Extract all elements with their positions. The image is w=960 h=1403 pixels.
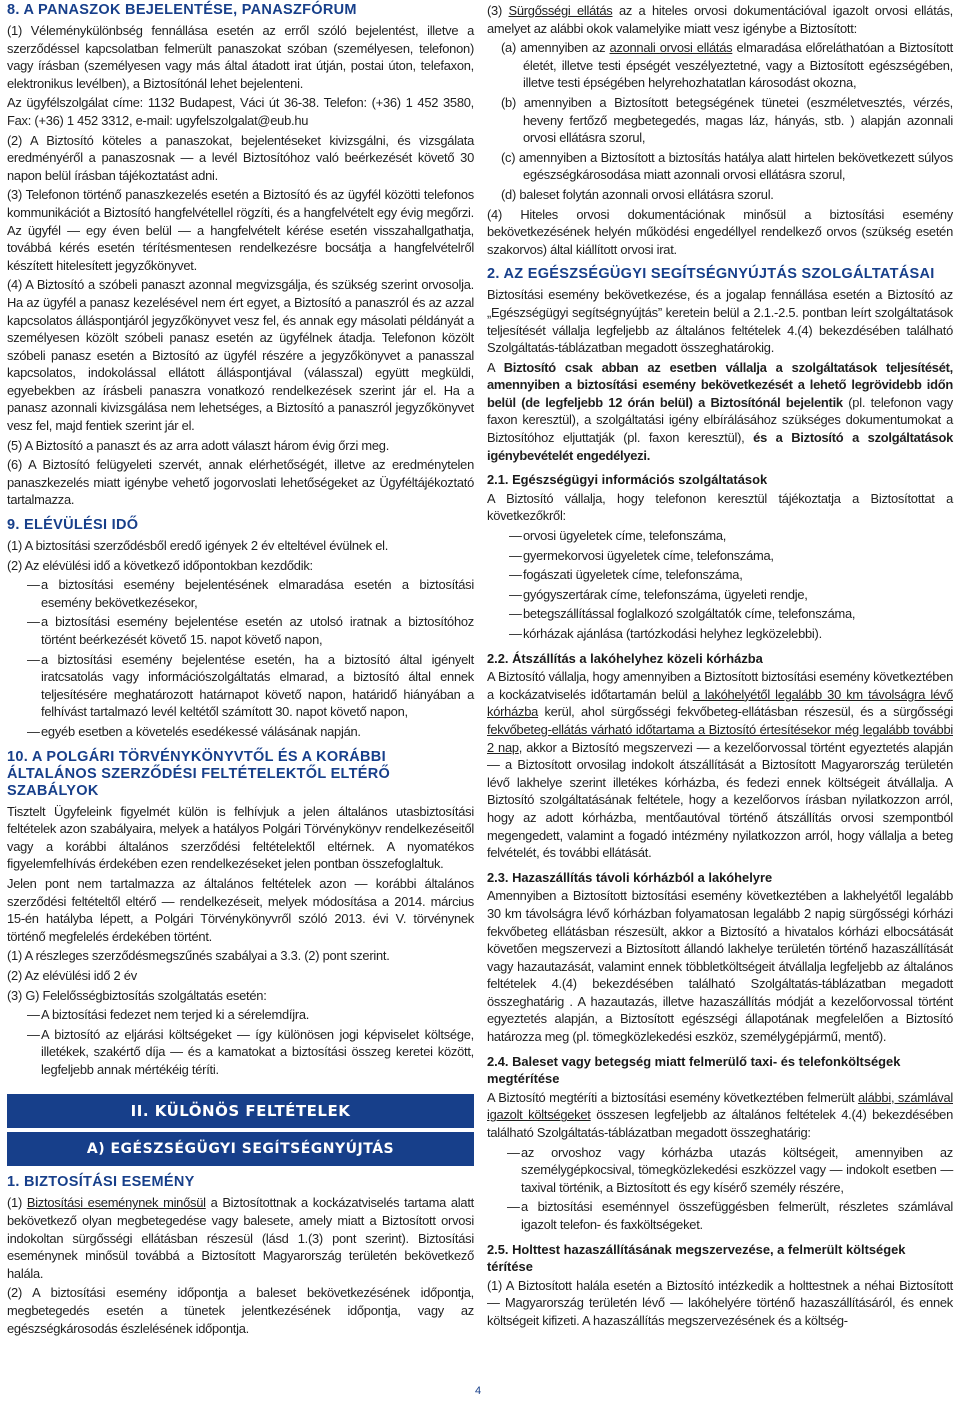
s9-dash-text: egyéb esetben a követelés esedékessé válásának napján.: [41, 723, 361, 739]
s1-p1-rest: a Biztosítottnak a kockázatviselés tartama alatt bekövetkező olyan megbetegedése vagy balesete, amely miatt a Biztosított orvosi indokoltan sürgősségi ellátásban részesül (lásd 1.(3) pont szerint). Biztosítási eseménynek minősül továbbá a Biztosított Magyarország területén bekövetkező halála.: [7, 1195, 475, 1281]
s10-dash-text: A biztosítási fedezet nem terjed ki a sérelemdíjra.: [41, 1007, 310, 1023]
s8-paragraph-1: (1) Véleménykülönbség fennállása esetén az erről szóló bejelentést, illetve a szerződéssel kapcsolatban felmerült panaszokat szóban (személyesen, telefonon) vagy írásban (személyesen vagy más által átadott irat útján, postai úton, telefaxon, elektronikus levélben), a Biztosítónál lehet bejelenteni.: [7, 23, 474, 91]
s9-dash-item: [7, 613, 474, 648]
s21-list-item: [487, 547, 953, 565]
s8-paragraph-3: (3) Telefonon történő panaszkezelés esetén a Biztosító és az ügyfél közötti telefonos kommunikációt a Biztosító hangfelvétellel rögzíti, és a hangfelvételt egy évig megőrzi. Az ügyfél — egy éven belül — a hangfelvételt kérése esetén visszahallgathatja, továbbá kérés esetén térítésmentesen rendelkezésre bocsátja a hangfelvételről készített hitelesített jegyzőkönyvet.: [7, 187, 474, 273]
s22-underlined-1: a lakóhelyétől legalább 30 km távolságra lévő kórházba: [487, 686, 954, 720]
page-number: 4: [475, 1385, 482, 1397]
s1-paragraph-1: [7, 1194, 474, 1282]
s24-dash-text: az orvoshoz vagy kórházba utazás költségeit, amennyiben az személygépkocsival, tömegközlekedési eszközzel vagy — indokolt esetben — taxival történik, a Biztosított és egy kísérő személy részére,: [521, 1144, 953, 1195]
s1-p1-underlined: Biztosítási eseménynek minősül: [26, 1195, 206, 1211]
s22-text-a: A Biztosító vállalja, hogy amennyiben a Biztosított biztosítási esemény következtében a kockázatviselés időtartamán belül: [487, 669, 953, 702]
s10-dash-text: A biztosító az eljárási költségeket — így különösen jogi képviselet költsége, illetékek, szakértő díja — és a kamatokat a biztosítási összeg keretei között, legfeljebb annak mértékéig téríti.: [41, 1026, 474, 1077]
s21-list-item: [487, 625, 953, 643]
s10-paragraph-5: (3) G) Felelősségbiztosítás szolgáltatás esetén:: [7, 987, 267, 1003]
s21-list-item-text: orvosi ügyeletek címe, telefonszáma,: [523, 528, 727, 544]
s1-p1-prefix: (1): [7, 1195, 27, 1211]
s22-text-b: kerül, ahol sürgősségi fekvőbeteg-ellátásban részesül, és a sürgősségi: [538, 704, 953, 720]
section-2-title: 2. AZ EGÉSZSÉGÜGYI SEGÍTSÉGNYÚJTÁS SZOLGÁLTATÁSAI: [487, 266, 935, 283]
r-paragraph-3: [487, 2, 953, 37]
r-paragraph-4: (4) Hiteles orvosi dokumentációnak minősül a biztosítási esemény bekövetkezésének helyén működési engedéllyel rendelkező orvos (szükség esetén szakorvos) által kiállított orvosi irat.: [487, 206, 953, 257]
left-column: [7, 2, 474, 1339]
s21-list-item-text: gyermekorvosi ügyeletek címe, telefonszáma,: [523, 547, 774, 563]
s21-list-item-text: betegszállítással foglalkozó szolgáltatók címe, telefonszáma,: [523, 606, 856, 622]
s24-text-a: A Biztosító megtéríti a biztosítási esemény következtében felmerült: [487, 1089, 859, 1105]
s2-paragraph-2: [487, 359, 953, 465]
s2-p2-bold-2: és a Biztosító a szolgáltatások igénybevételét engedélyezi.: [487, 430, 953, 463]
part-a-banner: A) EGÉSZSÉGÜGYI SEGÍTSÉGNYÚJTÁS: [7, 1132, 474, 1166]
s24-paragraph: [487, 1089, 953, 1142]
s2-p2-middle: (pl. telefonon vagy faxon keresztül), a szolgáltatási igény elbírálásához szükséges dokumentumokat a Biztosítóhoz eljuttatják (pl. faxon keresztül),: [487, 394, 953, 446]
s9-paragraph-2: (2) Az elévülési idő a következő időpontokban kezdődik:: [7, 557, 313, 573]
s10-paragraph-2: Jelen pont nem tartalmazza az általános feltételek azon — korábbi általános szerződési feltételtől eltérő — rendelkezéseit, melyek módosítása a 2014. március 15-én hatályba lépett, a Polgári Törvénykönyvről szóló 2013. évi V. törvénynek történő megfelelés érdekében történt.: [7, 875, 474, 944]
section-1-title: 1. BIZTOSÍTÁSI ESEMÉNY: [7, 1174, 195, 1191]
s9-dash-text: a biztosítási esemény bejelentése esetén, ha a biztosító által igényelt iratcsatolás vagy információszolgáltatás elmarad, a biztosító által ennek teljesítésére meghatározott határnapot követő napon, határidő hiányában a felhívást tartalmazó levél keltétől számított 30. napot követő napon,: [41, 651, 474, 720]
s9-dash-item: [7, 723, 474, 741]
section-8-title: 8. A PANASZOK BEJELENTÉSE, PANASZFÓRUM: [7, 2, 357, 18]
s24-dash-item: [487, 1144, 953, 1197]
s1-paragraph-2: (2) A biztosítási esemény időpontja a baleset bekövetkezésének időpontja, megbetegedés esetén a tünetek jelentkezésének időpontja, vagy az egészségkárosodás észlelésének időpontja.: [7, 1285, 474, 1336]
s21-list-item-text: kórházak ajánlása (tartózkodási helyhez legközelebbi).: [523, 626, 822, 641]
s9-dash-text: a biztosítási esemény bejelentése esetén az utolsó iratnak a biztosítóhoz történt beérkezését követő 15. napot követő napon,: [41, 614, 474, 647]
r-item-a-prefix: (a) amennyiben az: [501, 40, 610, 56]
s2-p2-prefix: A: [487, 359, 504, 375]
r-p3-prefix: (3): [487, 3, 509, 18]
r-item-a-underlined: azonnali orvosi ellátás: [609, 40, 733, 56]
s24-dash-text: a biztosítási eseménnyel összefüggésben felmerült, részletes számlával igazolt telefon- és faxköltségeket.: [521, 1199, 953, 1232]
r-item-a-rest: elmaradása előreláthatóan a Biztosított életét, illetve testi épségét veszélyeztetné, vagy a Biztosított egészségében, illetve testi épségében helyrehozhatatlan károsodást okozna,: [523, 40, 953, 91]
s8-paragraph-5: (5) A Biztosító a panaszt és az arra adott választ három évig őrzi meg.: [7, 437, 390, 453]
s21-list-item-text: gyógyszertárak címe, telefonszáma, ügyeleti rendje,: [523, 586, 808, 602]
s8-paragraph-6: (6) A Biztosító felügyeleti szervét, annak elérhetőségét, illetve az eredménytelen panaszkezelés miatt igénybe vehető jogorvoslati lehetőségeket az Ügyféltájékoztató tartalmazza.: [7, 457, 474, 508]
r-item-a: [487, 39, 953, 92]
r-p3-underlined: Sürgősségi ellátás: [508, 3, 613, 18]
s23-paragraph: Amennyiben a Biztosított biztosítási esemény következtében a lakhelyétől legalább 30 km távolságra lévő kórházban folyamatosan legalább 2 napig sürgősségi kórházi fekvőbeteg ellátásban részesült, akkor a Biztosító a hivatalos kórházi elbocsátását követően megszervezi a Biztosított állandó lakhelye területén történő hazaszállítását vagy hazautazását, valamint ennek többletköltségeit átvállalja legfeljebb az általános feltételek 4.(4) bekezdésében található Szolgáltatás-táblázatban megadott összeghatárig . A hazautazás, illetve hazaszállítás módját a kezelőorvossal történt egyeztetés alapján, a Biztosított egészségi állapotának megfelelően a Biztosító határozza meg (pl. tömegközlekedési eszköz, személygépjármű, mentő).: [487, 888, 953, 1045]
part-ii-banner: II. KÜLÖNÖS FELTÉTELEK: [7, 1094, 474, 1128]
s22-paragraph: [487, 668, 953, 862]
s2-p2-bold-1: Biztosító csak abban az esetben vállalja a szolgáltatások teljesítését, amennyiben a biztosítási esemény bekövetkezését a lehető legrövidebb időn belül (de legfeljebb 12 órán belül) a Biztosítónál bejelentik: [487, 359, 954, 410]
r-p3-rest: az a hiteles orvosi dokumentációval igazolt orvosi ellátás, amelyet az alábbi okok valamelyike miatt vesz igénybe a Biztosított:: [487, 3, 953, 36]
section-10-title: 10. A POLGÁRI TÖRVÉNYKÖNYVTŐL ÉS A KORÁBBI ÁLTALÁNOS SZERZŐDÉSI FELTÉTELEKTŐL ELTÉRŐ SZABÁLYOK: [7, 748, 391, 799]
s24-underlined: alábbi, számlával igazolt költségeket: [487, 1089, 953, 1123]
s10-dash-item: [7, 1026, 474, 1079]
s10-paragraph-4: (2) Az elévülési idő 2 év: [7, 967, 137, 983]
s9-dash-text: a biztosítási esemény bejelentésének elmaradása esetén a biztosítási esemény bekövetkezésekor,: [41, 577, 474, 610]
section-9-title: 9. ELÉVÜLÉSI IDŐ: [7, 517, 139, 534]
s10-dash-item: [7, 1006, 474, 1024]
s24-dash-item: [487, 1198, 953, 1233]
r-item-c: (c) amennyiben a Biztosított a biztosítás hatálya alatt hirtelen bekövetkezett súlyos egészségkárosodása miatt azonnali orvosi ellátásra szorul,: [501, 149, 953, 183]
r-item-d: (d) baleset folytán azonnali orvosi ellátásra szorul.: [501, 186, 774, 202]
s21-list: [487, 527, 953, 643]
s9-paragraph-1: (1) A biztosítási szerződésből eredő igények 2 év elteltével évülnek el.: [7, 538, 389, 554]
section-2-2-title: 2.2. Átszállítás a lakóhelyhez közeli kórházba: [487, 650, 763, 666]
s9-dash-item: [7, 576, 474, 611]
s22-text-c: , akkor a Biztosító megszervezi — a kezelőorvossal történt egyeztetés alapján — a Biztosított orvosilag indokolt átszállítását a Biztosított Magyarország területén lévő lakhelye szerint illetékes kórházba, és fedezi ennek költségeit átvállalja. A Biztosító szolgáltatásának feltétele, hogy a kezelőorvos írásban nyilatkozzon arról, hogy az adott kórházba, mentőautóval történő átszállítás orvosi szempontból megengedett, valamint a fogadó intézmény nyilatkozzon arról, hogy vállalja a beteg felvételét, és további ellátását.: [487, 739, 953, 861]
s21-list-item: [487, 566, 953, 584]
right-column: [487, 2, 953, 1332]
s21-list-item: [487, 586, 953, 604]
s24-text-b: összesen legfeljebb az általános feltételek 4.(4) bekezdésében található Szolgáltatás-táblázatban megadott összeghatárig:: [487, 1107, 953, 1141]
s8-paragraph-4: (4) A Biztosító a szóbeli panaszt azonnal megvizsgálja, és szükség szerint orvosolja. Ha az ügyfél a panasz kezelésével nem ért egyet, a Biztosító a panaszról és az azzal kapcsolatos álláspontjáról jegyzőkönyvet vesz fel, és annak egy másolati példányát a személyesen közölt szóbeli panasz esetén az ügyfélnek átadja. Telefonon közölt szóbeli panasz esetén a Biztosító az ügyfél részére a jegyzőkönyvet a panasszal kapcsolatos, indokolással ellátott álláspontjával (válasszal) együtt megküldi, egyebekben az írásbeli panaszra vonatkozó rendelkezések szerint jár el. Ha a panasz azonnali kivizsgálása nem lehetséges, a Biztosító a panaszról jegyzőkönyvet vesz fel, majd fentiek szerint jár el.: [7, 277, 474, 434]
s22-underlined-2: fekvőbeteg-ellátás várható időtartama a Biztosító értesítésekor még legalább további 2 nap: [487, 721, 953, 755]
section-2-5-title: 2.5. Holttest hazaszállításának megszervezése, a felmerült költségek térítése: [487, 1241, 906, 1275]
s9-dash-item: [7, 651, 474, 721]
s21-list-item: [487, 527, 953, 545]
s21-paragraph: A Biztosító vállalja, hogy telefonon keresztül tájékoztatja a Biztosítottat a következőkről:: [487, 490, 953, 524]
s2-paragraph-1: Biztosítási esemény bekövetkezése, és a jogalap fennállása esetén a Biztosító az „Egészségügyi segítségnyújtás” keretein belül a 2.1.-2.5. pontban leírt szolgáltatások teljesítését vállalja legfeljebb az általános feltételek 4.(4) bekezdésében található Szolgáltatás-táblázatban megadott összeghatárokig.: [487, 287, 953, 356]
section-2-3-title: 2.3. Hazaszállítás távoli kórházból a lakóhelyre: [487, 869, 773, 885]
section-2-1-title: 2.1. Egészségügyi információs szolgáltatások: [487, 472, 768, 488]
section-2-4-title: 2.4. Baleset vagy betegség miatt felmerülő taxi- és telefonköltségek megtérítése: [487, 1053, 901, 1087]
s21-list-item: [487, 605, 953, 623]
s8-address: Az ügyfélszolgálat címe: 1132 Budapest, Váci út 36-38. Telefon: (+36) 1 452 3580, Fax: (+36) 1 452 3312, e-mail: ugyfelszolgalat@eub.hu: [7, 95, 474, 128]
s21-list-item-text: fogászati ügyeletek címe, telefonszáma,: [523, 567, 743, 583]
r-item-b: (b) amennyiben a Biztosított betegségének tünetei (eszméletvesztés, vérzés, heveny fertőző megbetegedés, magas láz, hányás, stb. ) alapján azonnali orvosi ellátásra szorul,: [501, 94, 953, 146]
s8-paragraph-2: (2) A Biztosító köteles a panaszokat, bejelentéseket kivizsgálni, és vizsgálata eredményéről a panaszosnak — a levél Biztosítóhoz való beérkezését követő 30 napon belül írásban tájékoztatást adni.: [7, 132, 474, 183]
s25-paragraph: (1) A Biztosított halála esetén a Biztosító intézkedik a holttestnek a néhai Biztosított — Magyarország területén lévő — lakóhelyére történő hazaszállításáról, és ennek költségeit kifizeti. A hazaszállítás megszervezésének és a költség-: [487, 1277, 953, 1328]
s10-paragraph-1: Tisztelt Ügyfeleink figyelmét külön is felhívjuk a jelen általános utasbiztosítási feltételek azon szabályaira, melyek a hatályos Polgári Törvénykönyv rendelkezéseitől vagy a korábbi általános szerződési feltételektől eltérnek. A nyomatékos figyelemfelhívás érdekében ezen rendelkezéseket jelen pontban összefoglaltuk.: [7, 803, 474, 872]
s10-paragraph-3: (1) A részleges szerződésmegszűnés szabályai a 3.3. (2) pont szerint.: [7, 948, 390, 964]
